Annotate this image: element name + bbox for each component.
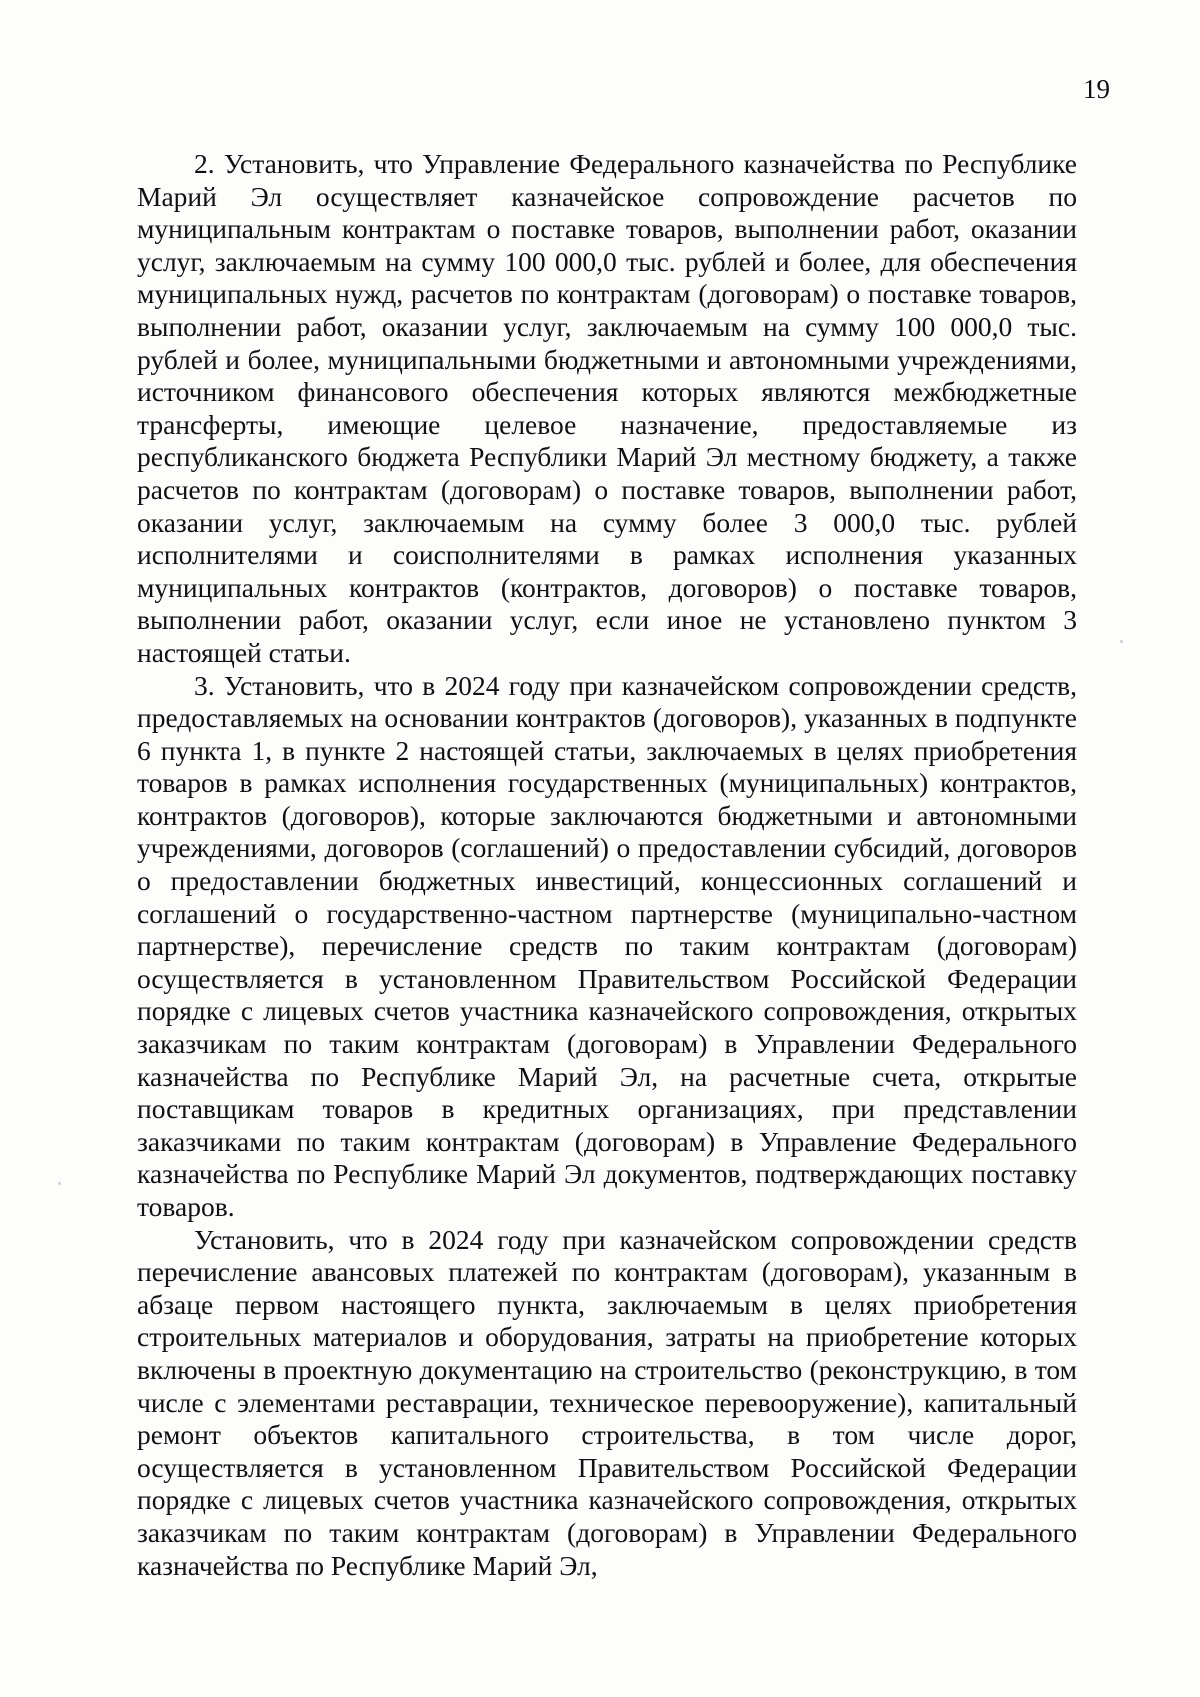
paragraph-clause-2: 2. Установить, что Управление Федерального казначейства по Республике Марий Эл осуществляет казначейское сопровождение расчетов по муниципальным контрактам о поставке товаров, выполнении работ, оказании услуг, заключаемым на сумму 100 000,0 тыс. рублей и более, для обеспечения муниципальных нужд, расчетов по контрактам (договорам) о поставке товаров, выполнении работ, оказании услуг, заключаемым на сумму 100 000,0 тыс. рублей и более, муниципальными бюджетными и автономными учреждениями, источником финансового обеспечения которых являются межбюджетные трансферты, имеющие целевое назначение, предоставляемые из республиканского бюджета Республики Марий Эл местному бюджету, а также расчетов по контрактам (договорам) о поставке товаров, выполнении работ, оказании услуг, заключаемым на сумму более 3 000,0 тыс. рублей исполнителями и соисполнителями в рамках исполнения указанных муниципальных контрактов (контрактов, договоров) о поставке товаров, выполнении работ, оказании услуг, если иное не установлено пунктом 3 настоящей статьи. <box>137 148 1077 668</box>
scan-speck <box>58 1182 61 1185</box>
scan-speck <box>1120 640 1123 643</box>
paragraph-clause-3: 3. Установить, что в 2024 году при казначейском сопровождении средств, предоставляемых на основании контрактов (договоров), указанных в подпункте 6 пункта 1, в пункте 2 настоящей статьи, заключаемых в целях приобретения товаров в рамках исполнения государственных (муниципальных) контрактов, контрактов (договоров), которые заключаются бюджетными и автономными учреждениями, договоров (соглашений) о предоставлении субсидий, договоров о предоставлении бюджетных инвестиций, концессионных соглашений и соглашений о государственно-частном партнерстве (муниципально-частном партнерстве), перечисление средств по таким контрактам (договорам) осуществляется в установленном Правительством Российской Федерации порядке с лицевых счетов участника казначейского сопровождения, открытых заказчикам по таким контрактам (договорам) в Управлении Федерального казначейства по Республике Марий Эл, на расчетные счета, открытые поставщикам товаров в кредитных организациях, при представлении заказчиками по таким контрактам (договорам) в Управление Федерального казначейства по Республике Марий Эл документов, подтверждающих поставку товаров. <box>137 669 1077 1222</box>
document-body <box>137 148 1077 1582</box>
page-number: 19 <box>1083 74 1110 104</box>
paragraph-clause-3-second: Установить, что в 2024 году при казначейском сопровождении средств перечисление авансовых платежей по контрактам (договорам), указанным в абзаце первом настоящего пункта, заключаемым в целях приобретения строительных материалов и оборудования, затраты на приобретение которых включены в проектную документацию на строительство (реконструкцию, в том числе с элементами реставрации, техническое перевооружение), капитальный ремонт объектов капитального строительства, в том числе дорог, осуществляется в установленном Правительством Российской Федерации порядке с лицевых счетов участника казначейского сопровождения, открытых заказчикам по таким контрактам (договорам) в Управлении Федерального казначейства по Республике Марий Эл, <box>137 1223 1077 1581</box>
